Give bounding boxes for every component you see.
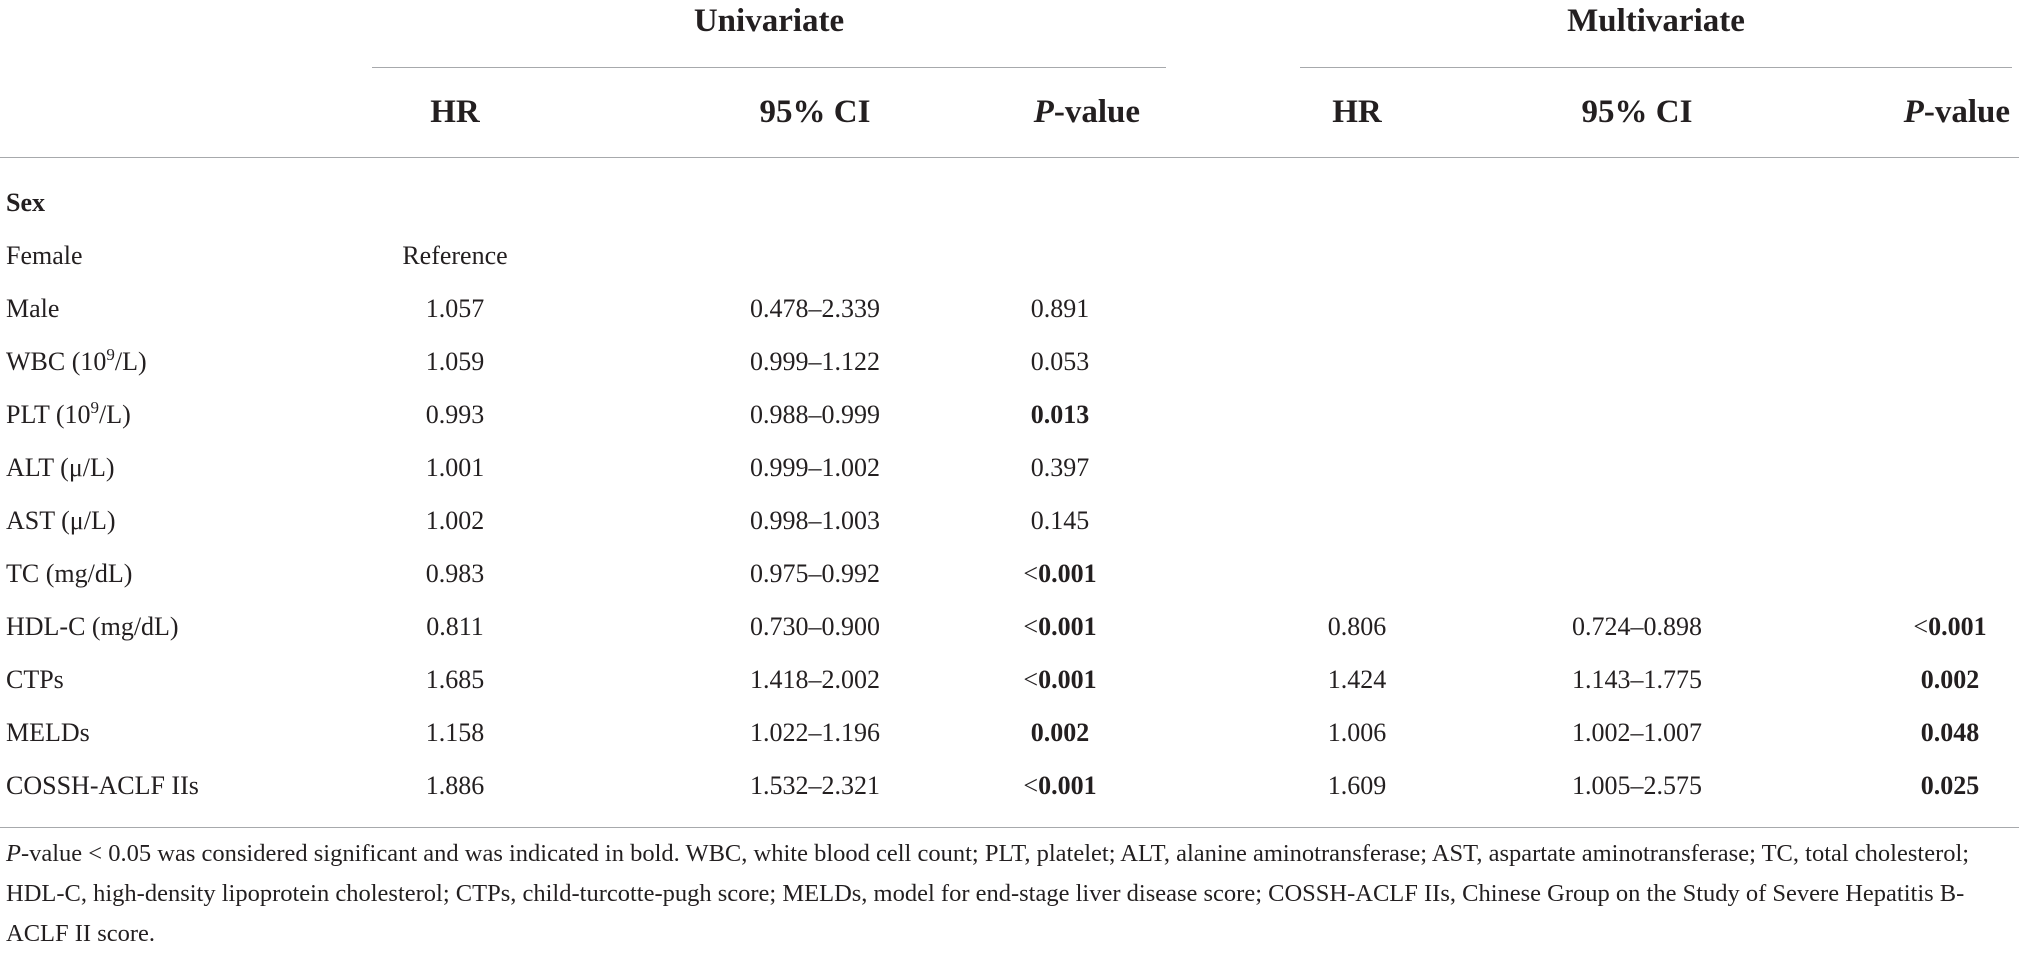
pvalue-univariate: <0.001 bbox=[1023, 612, 1097, 641]
hr-univariate: 1.685 bbox=[425, 665, 485, 694]
table-row bbox=[0, 443, 2019, 496]
table-row bbox=[0, 337, 2019, 390]
hr-univariate: 0.811 bbox=[426, 612, 484, 641]
row-label: PLT $(10^9/L)$ bbox=[6, 398, 131, 429]
pvalue-multivariate: 0.002 bbox=[1920, 665, 1980, 694]
row-label: AST (μ/L) bbox=[6, 506, 116, 535]
pvalue-univariate: 0.013 bbox=[1030, 400, 1090, 429]
hr-univariate: 1.059 bbox=[425, 347, 485, 376]
pvalue-univariate: <0.001 bbox=[1023, 665, 1097, 694]
table-row bbox=[0, 655, 2019, 708]
hr-univariate: 1.158 bbox=[425, 718, 485, 747]
table-row bbox=[0, 602, 2019, 655]
table-row bbox=[0, 761, 2019, 814]
pvalue-univariate: <0.001 bbox=[1023, 559, 1097, 588]
pvalue-univariate: 0.397 bbox=[1030, 453, 1090, 482]
hr-univariate: 1.002 bbox=[425, 506, 485, 535]
ci-multivariate: 1.143–1.775 bbox=[1572, 665, 1702, 694]
table-body bbox=[0, 178, 2019, 814]
hr-univariate: 0.993 bbox=[425, 400, 485, 429]
hr-univariate: Reference bbox=[402, 241, 508, 270]
ci-univariate: 1.022–1.196 bbox=[750, 718, 880, 747]
multivariate-rule bbox=[1300, 67, 2012, 68]
hr-univariate: 1.001 bbox=[425, 453, 485, 482]
pvalue-univariate: 0.002 bbox=[1030, 718, 1090, 747]
univariate-heading: Univariate bbox=[693, 3, 845, 39]
pvalue-univariate: <0.001 bbox=[1023, 771, 1097, 800]
univariate-rule bbox=[372, 67, 1166, 68]
row-label: CTPs bbox=[6, 665, 64, 694]
row-label: HDL-C (mg/dL) bbox=[6, 612, 179, 641]
row-label: MELDs bbox=[6, 718, 90, 747]
hr-multivariate: 0.806 bbox=[1327, 612, 1387, 641]
footer-rule bbox=[0, 827, 2019, 828]
pvalue-multivariate: <0.001 bbox=[1913, 612, 1987, 641]
ci-univariate: 0.988–0.999 bbox=[750, 400, 880, 429]
pvalue-univariate: 0.145 bbox=[1030, 506, 1090, 535]
row-label: WBC $(10^9/L)$ bbox=[6, 345, 147, 376]
ci-univariate: 0.975–0.992 bbox=[750, 559, 880, 588]
row-label: ALT (μ/L) bbox=[6, 453, 115, 482]
col-header-pvalue-multivariate: P-value bbox=[1903, 94, 2010, 130]
hr-multivariate: 1.609 bbox=[1327, 771, 1387, 800]
row-label: Sex bbox=[6, 188, 45, 217]
table-row bbox=[0, 496, 2019, 549]
pvalue-multivariate: 0.048 bbox=[1920, 718, 1980, 747]
ci-univariate: 0.999–1.002 bbox=[750, 453, 880, 482]
hr-univariate: 1.057 bbox=[425, 294, 485, 323]
ci-univariate: 0.999–1.122 bbox=[750, 347, 880, 376]
hr-multivariate: 1.424 bbox=[1327, 665, 1387, 694]
row-label: TC (mg/dL) bbox=[6, 559, 133, 588]
multivariate-heading: Multivariate bbox=[1567, 3, 1745, 39]
ci-univariate: 1.418–2.002 bbox=[750, 665, 880, 694]
table-row bbox=[0, 231, 2019, 284]
ci-univariate: 0.478–2.339 bbox=[750, 294, 880, 323]
ci-multivariate: 1.002–1.007 bbox=[1572, 718, 1702, 747]
table-footnote bbox=[6, 834, 2011, 954]
table-row bbox=[0, 178, 2019, 231]
col-header-ci-multivariate: 95% CI bbox=[1581, 94, 1693, 130]
col-header-hr-univariate: HR bbox=[430, 94, 480, 130]
pvalue-multivariate: 0.025 bbox=[1920, 771, 1980, 800]
footnote-p-symbol: P bbox=[6, 840, 21, 867]
hr-multivariate: 1.006 bbox=[1327, 718, 1387, 747]
table-row bbox=[0, 390, 2019, 443]
table-row bbox=[0, 708, 2019, 761]
table-row bbox=[0, 549, 2019, 602]
ci-multivariate: 1.005–2.575 bbox=[1572, 771, 1702, 800]
row-label: Male bbox=[6, 294, 60, 323]
ci-univariate: 1.532–2.321 bbox=[750, 771, 880, 800]
ci-multivariate: 0.724–0.898 bbox=[1572, 612, 1702, 641]
table-row bbox=[0, 284, 2019, 337]
footnote-text: -value < 0.05 was considered significant and was indicated in bold. WBC, white blood cell count; PLT, platelet; ALT, alanine aminotransferase; AST, aspartate aminotransferase; TC, total cholesterol; HDL-C, high-density lipoprotein cholesterol; CTPs, child-turcotte-pugh score; MELDs, model for end-stage liver disease score; COSSH-ACLF IIs, Chinese Group on the Study of Severe Hepatitis B-ACLF II score. bbox=[6, 840, 1970, 947]
ci-univariate: 0.730–0.900 bbox=[750, 612, 880, 641]
col-header-pvalue-univariate: P-value bbox=[1033, 94, 1140, 130]
col-header-hr-multivariate: HR bbox=[1332, 94, 1382, 130]
header-rule bbox=[0, 157, 2019, 158]
pvalue-univariate: 0.053 bbox=[1030, 347, 1090, 376]
row-label: COSSH-ACLF IIs bbox=[6, 771, 199, 800]
ci-univariate: 0.998–1.003 bbox=[750, 506, 880, 535]
hr-univariate: 0.983 bbox=[425, 559, 485, 588]
row-label: Female bbox=[6, 241, 83, 270]
pvalue-univariate: 0.891 bbox=[1030, 294, 1090, 323]
col-header-ci-univariate: 95% CI bbox=[759, 94, 871, 130]
hr-univariate: 1.886 bbox=[425, 771, 485, 800]
